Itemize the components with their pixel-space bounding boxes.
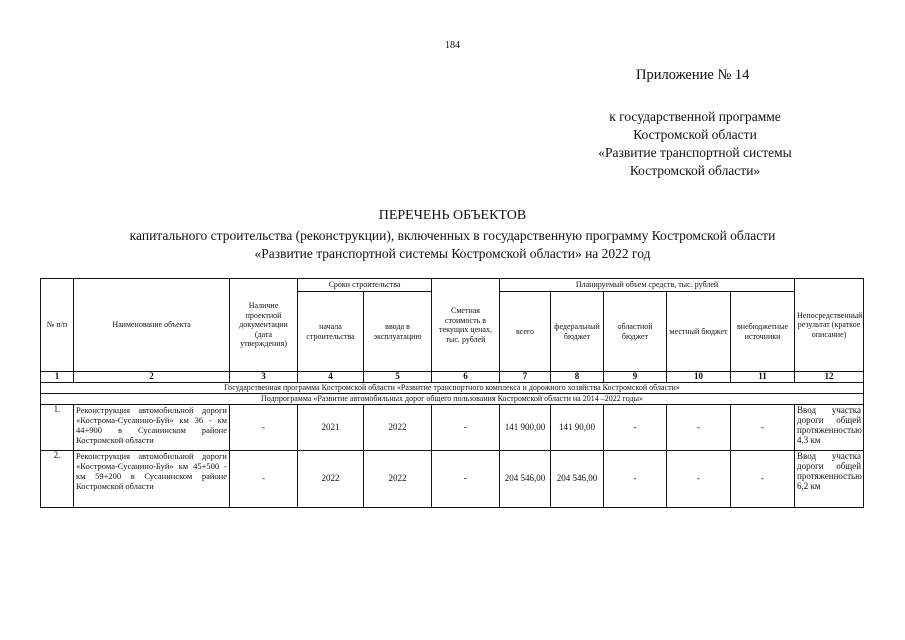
header-num: № п/п xyxy=(41,279,74,372)
column-number: 2 xyxy=(74,372,230,383)
header-result: Непосредственный результат (краткое описание) xyxy=(795,279,864,372)
header-total: всего xyxy=(500,292,551,372)
header-local: местный бюджет xyxy=(667,292,731,372)
column-number: 1 xyxy=(41,372,74,383)
program-row: Государственная программа Костромской области «Развитие транспортного комплекса и дорожного хозяйства Костромской области» xyxy=(41,383,864,394)
row-total: 204 546,00 xyxy=(500,451,551,508)
column-number: 9 xyxy=(604,372,667,383)
row-estimate: - xyxy=(432,451,500,508)
appendix-title: Приложение № 14 xyxy=(636,67,750,83)
header-extra: внебюджетные источники xyxy=(731,292,795,372)
row-extra: - xyxy=(731,451,795,508)
header-start: начала строительства xyxy=(298,292,364,372)
subprogram-row: Подпрограмма «Развитие автомобильных дорог общего пользования Костромской области на 2014 –2022 годы» xyxy=(41,394,864,405)
page-number: 184 xyxy=(445,40,460,51)
column-number: 5 xyxy=(364,372,432,383)
header-docs: Наличие проектной документации (дата утверждения) xyxy=(230,279,298,372)
header-name: Наименование объекта xyxy=(74,279,230,372)
header-regional: областной бюджет xyxy=(604,292,667,372)
appendix-line-4: Костромской области» xyxy=(629,163,761,178)
row-num: 2. xyxy=(41,451,74,508)
document-subtitle-1: капитального строительства (реконструкции), включенных в государственную программу Костромской области xyxy=(129,228,776,243)
table-row xyxy=(41,451,864,508)
appendix-line-2: Костромской области xyxy=(633,127,757,142)
header-planned: Планируемый объем средств, тыс. рублей xyxy=(500,279,795,292)
appendix-line-1: к государственной программе xyxy=(609,109,781,124)
header-timing: Сроки строительства xyxy=(298,279,432,292)
row-start: 2021 xyxy=(298,405,364,451)
column-number: 4 xyxy=(298,372,364,383)
row-num: 1. xyxy=(41,405,74,451)
document-title: ПЕРЕЧЕНЬ ОБЪЕКТОВ xyxy=(378,208,527,223)
column-number: 3 xyxy=(230,372,298,383)
header-end: ввода в эксплуатацию xyxy=(364,292,432,372)
column-number: 8 xyxy=(551,372,604,383)
row-start: 2022 xyxy=(298,451,364,508)
column-number: 10 xyxy=(667,372,731,383)
document-subtitle-2: «Развитие транспортной системы Костромской области» на 2022 год xyxy=(254,246,651,261)
row-local: - xyxy=(667,451,731,508)
row-regional: - xyxy=(604,405,667,451)
row-end: 2022 xyxy=(364,405,432,451)
column-number: 6 xyxy=(432,372,500,383)
objects-table xyxy=(40,278,864,508)
column-number: 7 xyxy=(500,372,551,383)
row-result: Ввод участка дороги общей протяженностью 4,3 км xyxy=(795,405,864,451)
row-end: 2022 xyxy=(364,451,432,508)
table-row xyxy=(41,405,864,451)
column-number: 11 xyxy=(731,372,795,383)
row-extra: - xyxy=(731,405,795,451)
row-docs: - xyxy=(230,405,298,451)
column-numbers-row xyxy=(41,372,864,383)
row-docs: - xyxy=(230,451,298,508)
row-estimate: - xyxy=(432,405,500,451)
appendix-line-3: «Развитие транспортной системы xyxy=(598,145,792,160)
row-regional: - xyxy=(604,451,667,508)
row-result: Ввод участка дороги общей протяженностью 6,2 км xyxy=(795,451,864,508)
column-number: 12 xyxy=(795,372,864,383)
row-federal: 204 546,00 xyxy=(551,451,604,508)
header-federal: федеральный бюджет xyxy=(551,292,604,372)
row-federal: 141 90,00 xyxy=(551,405,604,451)
header-estimate: Сметная стоимость в текущих ценах, тыс. рублей xyxy=(432,279,500,372)
row-local: - xyxy=(667,405,731,451)
row-name: Реконструкция автомобильной дороги «Кострома-Сусанино-Буй» км 36 - км 44+900 в Сусанинском районе Костромской области xyxy=(74,405,230,451)
row-name: Реконструкция автомобильной дороги «Кострома-Сусанино-Буй» км 45+500 - км 59+200 в Сусанинском районе Костромской области xyxy=(74,451,230,508)
row-total: 141 900,00 xyxy=(500,405,551,451)
